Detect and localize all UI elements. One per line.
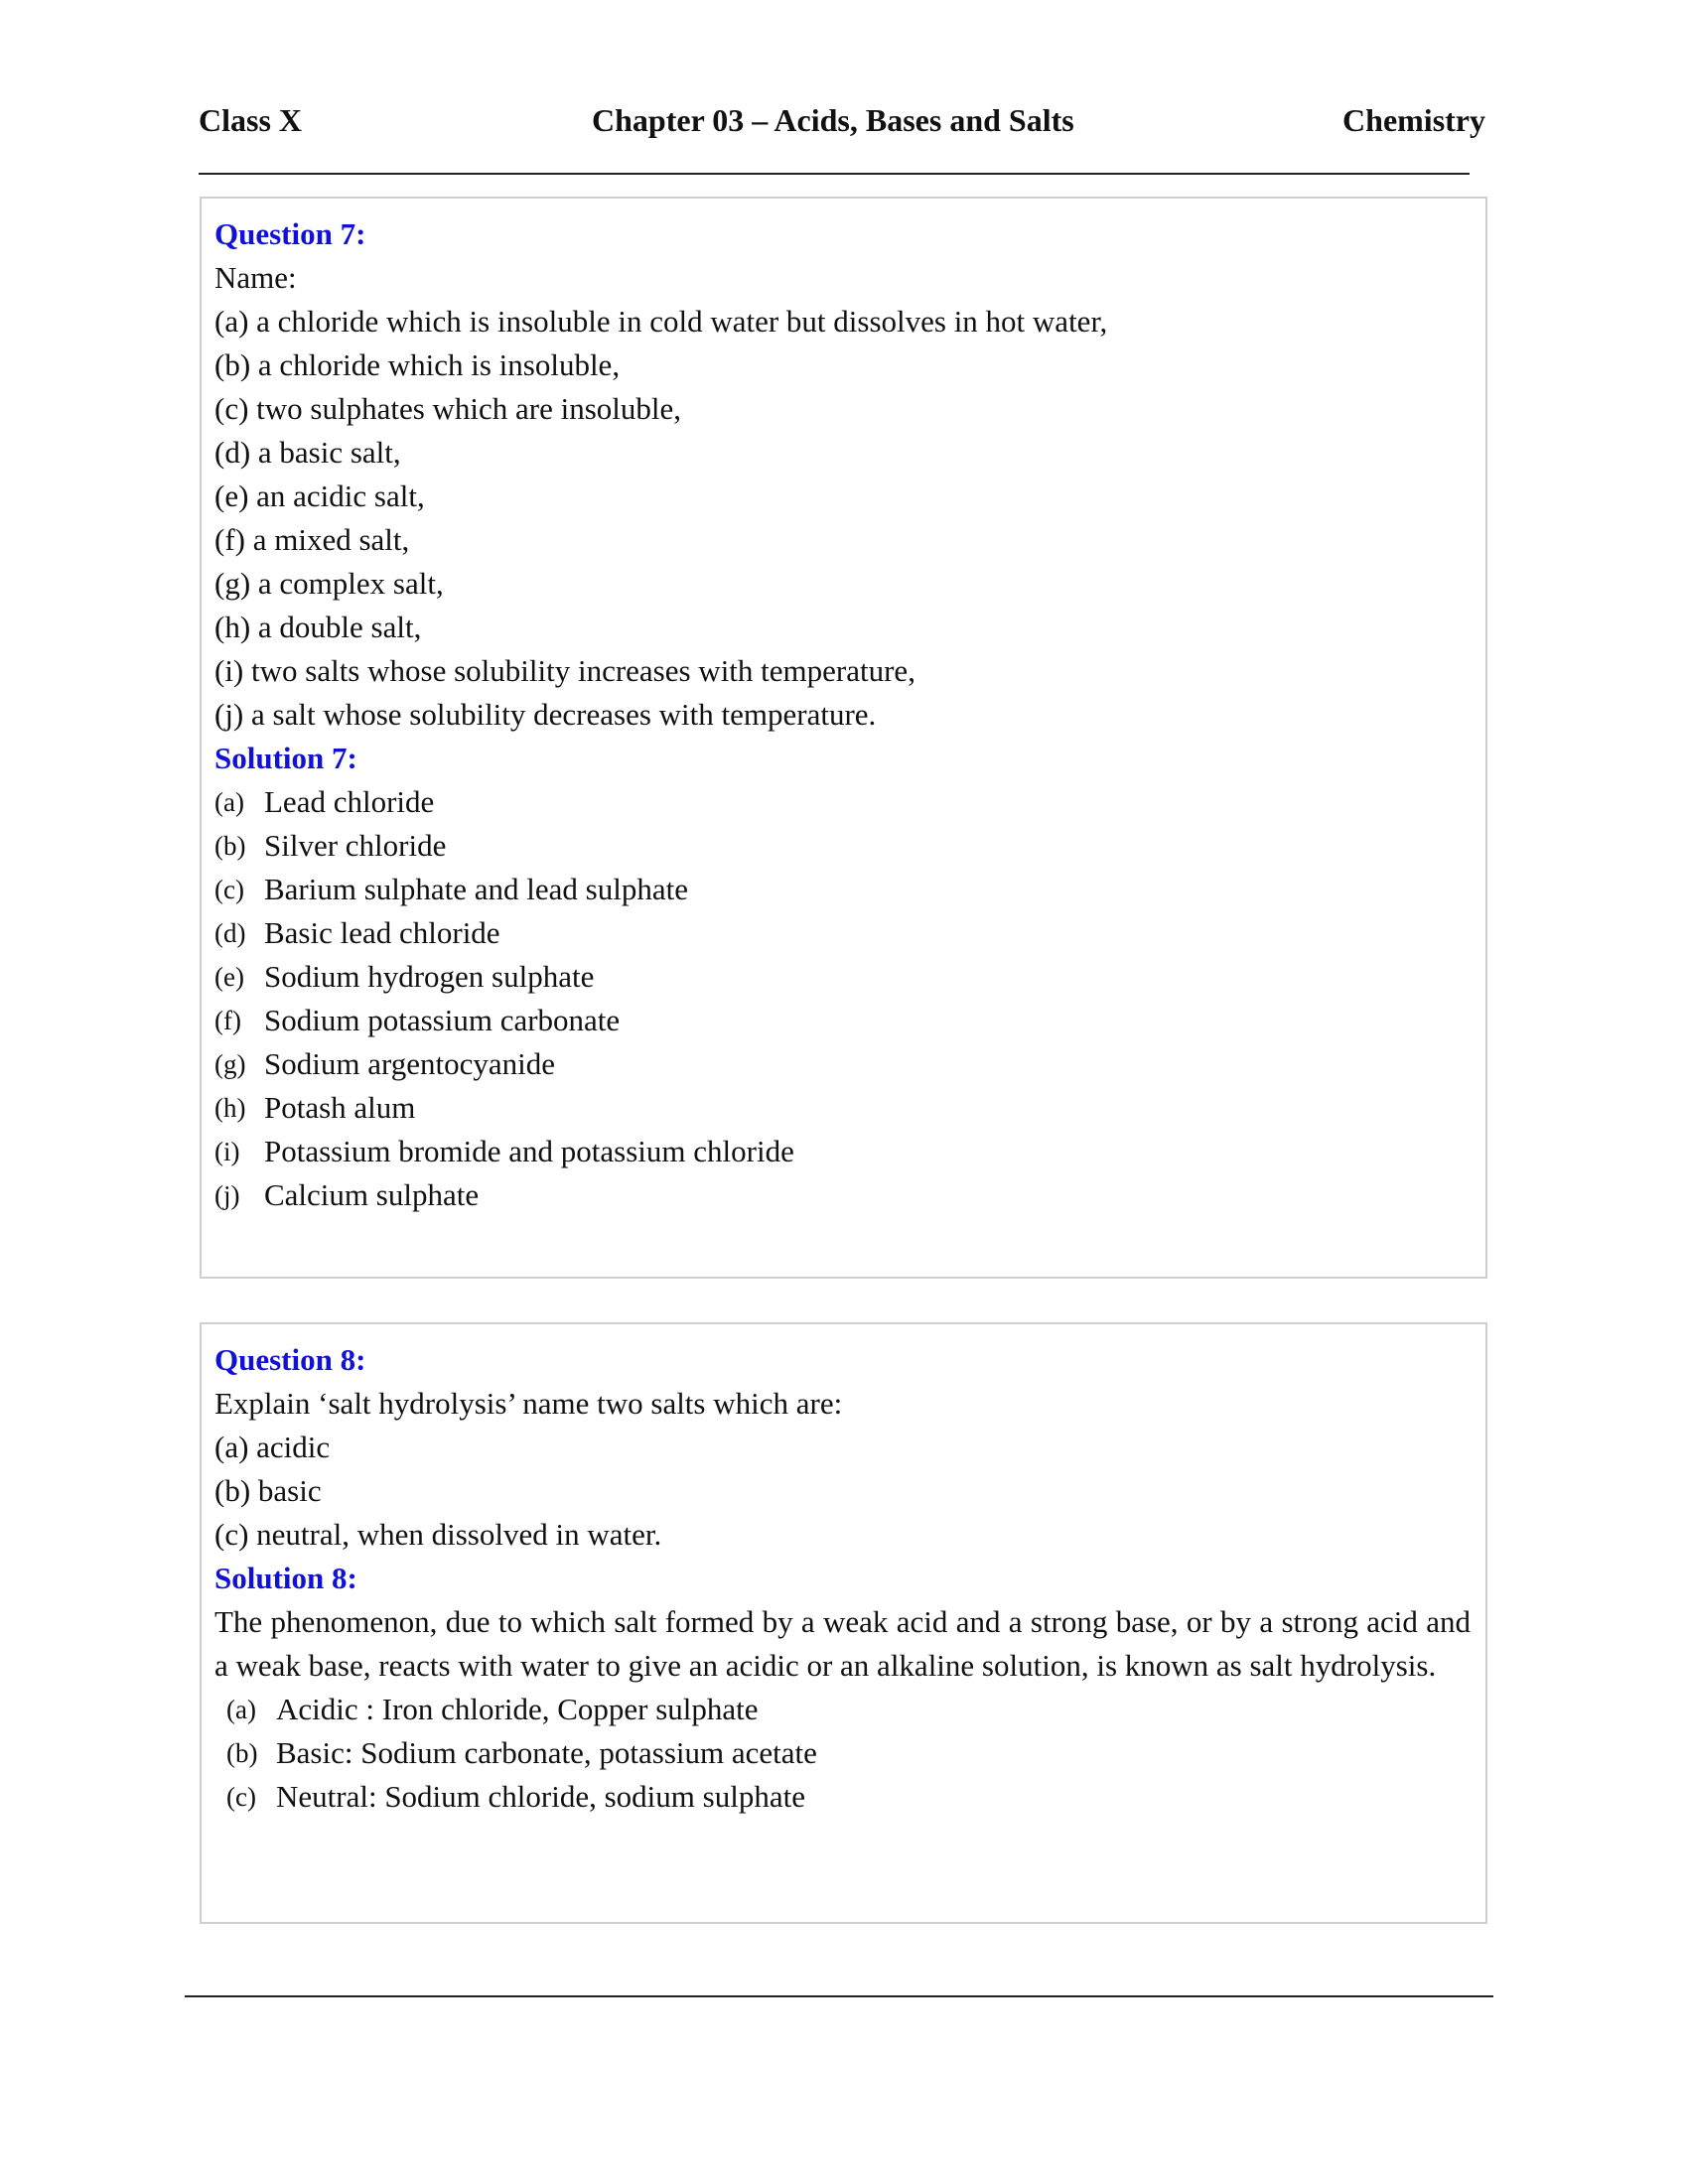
solution-item-text: Calcium sulphate	[264, 1177, 480, 1212]
question-text-line: (f) a mixed salt,	[214, 522, 410, 557]
solution-item-label: (f)	[214, 1006, 241, 1035]
solution-item-label: (g)	[214, 1049, 246, 1079]
solution-item-label: (j)	[214, 1180, 240, 1210]
solution-item-label: (a)	[226, 1695, 256, 1724]
solution-item-text: Neutral: Sodium chloride, sodium sulphate	[276, 1779, 805, 1814]
solution-item-text: Basic lead chloride	[264, 915, 500, 950]
question-text-line: (e) an acidic salt,	[214, 478, 425, 513]
question-text-line: (b) a chloride which is insoluble,	[214, 347, 621, 382]
question-text-line: (d) a basic salt,	[214, 435, 401, 470]
question-text-line: (c) two sulphates which are insoluble,	[214, 391, 682, 426]
question-text-line: (a) acidic	[214, 1430, 331, 1464]
class-label: Class X	[199, 102, 303, 138]
question-8-heading: Question 8:	[214, 1342, 366, 1377]
solution-item	[214, 868, 1471, 911]
solution-item-label: (h)	[214, 1093, 246, 1123]
question-7-heading: Question 7:	[214, 216, 366, 251]
solution-item	[214, 1042, 1471, 1086]
solution-item	[226, 1731, 1471, 1775]
solution-7-heading: Solution 7:	[214, 741, 357, 775]
solution-item-label: (a)	[214, 787, 244, 817]
question-text-line: (i) two salts whose solubility increases with temperature,	[214, 653, 915, 688]
solution-item	[214, 911, 1471, 955]
solution-item-text: Lead chloride	[264, 784, 435, 819]
question-text-line: (g) a complex salt,	[214, 566, 444, 601]
solution-item-label: (b)	[226, 1738, 258, 1768]
question-text-line: (h) a double salt,	[214, 610, 422, 644]
solution-item-text: Potash alum	[264, 1090, 416, 1125]
solution-item	[226, 1688, 1471, 1731]
solution-item	[214, 824, 1471, 868]
solution-item-label: (i)	[214, 1137, 240, 1166]
solution-item-label: (b)	[214, 831, 246, 861]
question-text-line: Explain ‘salt hydrolysis’ name two salts which are:	[214, 1386, 843, 1421]
solution-item-label: (d)	[214, 918, 246, 948]
solution-item	[214, 955, 1471, 999]
solution-item	[226, 1775, 1471, 1819]
solution-item-text: Sodium argentocyanide	[264, 1046, 556, 1081]
question-7-box	[200, 197, 1487, 1279]
question-text-line: (j) a salt whose solubility decreases with temperature.	[214, 697, 877, 732]
subject-label: Chemistry	[1342, 102, 1485, 138]
solution-item-label: (c)	[214, 875, 244, 904]
solution-item-text: Sodium potassium carbonate	[264, 1003, 621, 1037]
question-text-line: (c) neutral, when dissolved in water.	[214, 1517, 662, 1552]
question-text-line: (a) a chloride which is insoluble in cold water but dissolves in hot water,	[214, 304, 1108, 339]
solution-item	[214, 780, 1471, 824]
header-divider	[199, 173, 1470, 175]
solution-item-text: Silver chloride	[264, 828, 447, 863]
solution-8-heading: Solution 8:	[214, 1561, 357, 1595]
question-text-line: Name:	[214, 260, 297, 295]
solution-item-text: Barium sulphate and lead sulphate	[264, 872, 688, 906]
footer-divider	[185, 1995, 1493, 1997]
solution-item	[214, 1130, 1471, 1173]
solution-item-text: Potassium bromide and potassium chloride	[264, 1134, 794, 1168]
solution-item-text: Sodium hydrogen sulphate	[264, 959, 595, 994]
solution-8-paragraph: The phenomenon, due to which salt formed by a weak acid and a strong base, or by a strong acid and a weak base, reacts with water to give an acidic or an alkaline solution, is known as salt hydrolysis.	[214, 1604, 1471, 1683]
solution-8-list	[214, 1688, 1471, 1819]
solution-item-label: (e)	[214, 962, 244, 992]
question-8-box	[200, 1322, 1487, 1924]
solution-item-text: Acidic : Iron chloride, Copper sulphate	[276, 1692, 759, 1726]
solution-item-label: (c)	[226, 1782, 256, 1812]
solution-item-text: Basic: Sodium carbonate, potassium acetate	[276, 1735, 817, 1770]
solution-item	[214, 1086, 1471, 1130]
page-header	[199, 95, 1485, 145]
solution-item	[214, 999, 1471, 1042]
chapter-title: Chapter 03 – Acids, Bases and Salts	[592, 102, 1074, 138]
solution-item	[214, 1173, 1471, 1217]
question-text-line: (b) basic	[214, 1473, 322, 1508]
